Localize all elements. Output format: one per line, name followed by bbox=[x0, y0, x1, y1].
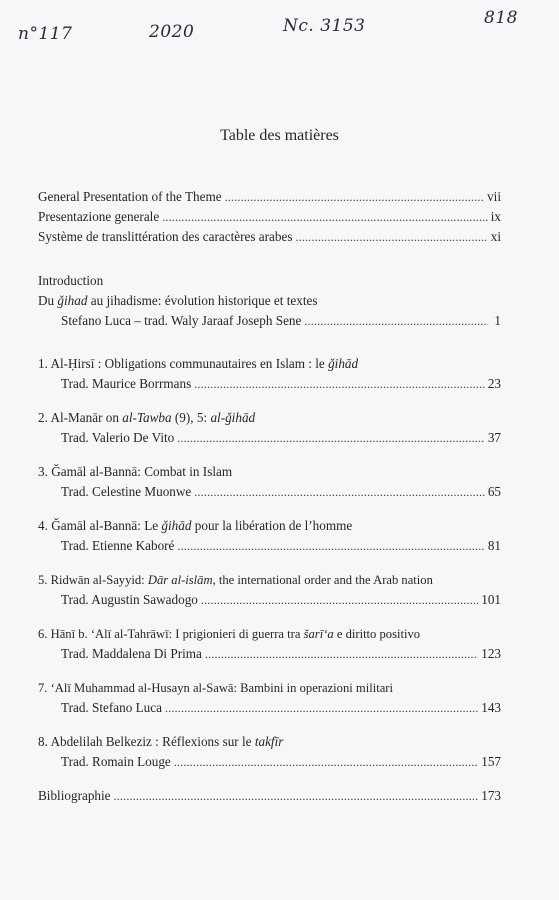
toc-entry-introduction bbox=[38, 311, 501, 331]
toc-entry-page: 23 bbox=[487, 376, 501, 391]
toc-entry-translator: Trad. Valerio De Vito bbox=[61, 430, 175, 445]
chapter-title: 1. Al-Ḥirsī : Obligations communautaires en Islam : le ǧihād bbox=[38, 356, 359, 371]
dot-leader bbox=[201, 590, 478, 610]
chapter-title: 7. ʻAlī Muhammad al-Husayn al-Sawā: Bambini in operazioni militari bbox=[38, 681, 393, 695]
chapter-title: 2. Al-Manār on al-Tawba (9), 5: al-ǧihād bbox=[38, 410, 256, 425]
toc-entry-translator: Trad. Celestine Muonwe bbox=[61, 484, 192, 499]
toc-entry-author: Stefano Luca – trad. Waly Jaraaf Joseph Sene bbox=[61, 313, 302, 328]
handwritten-year: 2020 bbox=[149, 22, 195, 42]
dot-leader bbox=[304, 311, 488, 331]
toc-entry-presentation bbox=[38, 187, 501, 207]
toc-entry-chapter-8 bbox=[38, 752, 501, 772]
toc-entry-chapter-7 bbox=[38, 698, 501, 718]
dot-leader bbox=[205, 644, 478, 664]
dot-leader bbox=[114, 786, 479, 806]
dot-leader bbox=[194, 482, 485, 502]
chapter-title: 3. Ǧamāl al-Bannā: Combat in Islam bbox=[38, 464, 233, 479]
toc-entry-page: vii bbox=[487, 189, 501, 204]
toc-entry-chapter-4 bbox=[38, 536, 501, 556]
chapter-title: 6. Hānī b. ʻAlī al-Tahrāwī: I prigionieri di guerra tra šarīʻa e diritto positivo bbox=[38, 627, 421, 641]
chapter-title: 5. Ridwān al-Sayyid: Dār al-islām, the international order and the Arab nation bbox=[38, 573, 433, 587]
dot-leader bbox=[162, 207, 488, 227]
toc-entry-chapter-2 bbox=[38, 428, 501, 448]
handwritten-ref-number: n°117 bbox=[18, 24, 73, 44]
chapter-title: 8. Abdelilah Belkeziz : Réflexions sur le takfīr bbox=[38, 734, 284, 749]
handwritten-mark: 818 bbox=[484, 8, 518, 28]
toc-entry-page: 143 bbox=[481, 700, 501, 715]
chapter-title: 4. Ǧamāl al-Bannā: Le ǧihād pour la libération de l’homme bbox=[38, 518, 353, 533]
toc-entry-page: xi bbox=[490, 229, 501, 244]
toc-entry-page: 81 bbox=[487, 538, 501, 553]
toc-entry-bibliography bbox=[38, 786, 501, 806]
toc-entry-translator: Trad. Romain Louge bbox=[61, 754, 171, 769]
toc-entry-translator: Trad. Stefano Luca bbox=[61, 700, 162, 715]
introduction-title: Du ǧihad au jihadisme: évolution historique et textes bbox=[38, 293, 318, 308]
toc-entry-translator: Trad. Augustin Sawadogo bbox=[61, 592, 198, 607]
toc-entry-label: Bibliographie bbox=[38, 788, 111, 803]
dot-leader bbox=[225, 187, 484, 207]
toc-entry-chapter-6 bbox=[38, 644, 501, 664]
toc-entry-page: ix bbox=[490, 209, 501, 224]
introduction-heading: Introduction bbox=[38, 273, 104, 288]
toc-entry-page: 65 bbox=[487, 484, 501, 499]
dot-leader bbox=[177, 428, 485, 448]
toc-entry-transliteration bbox=[38, 227, 501, 247]
toc-entry-chapter-3 bbox=[38, 482, 501, 502]
table-of-contents bbox=[38, 187, 501, 806]
toc-entry-page: 157 bbox=[481, 754, 501, 769]
handwritten-call-number: Nc. 3153 bbox=[283, 16, 366, 36]
toc-entry-page: 123 bbox=[481, 646, 501, 661]
toc-entry-chapter-5 bbox=[38, 590, 501, 610]
toc-entry-label: Presentazione generale bbox=[38, 209, 160, 224]
toc-entry-chapter-1 bbox=[38, 374, 501, 394]
dot-leader bbox=[177, 536, 484, 556]
toc-entry-presentazione bbox=[38, 207, 501, 227]
toc-entry-label: General Presentation of the Theme bbox=[38, 189, 222, 204]
toc-entry-page: 1 bbox=[494, 313, 501, 328]
dot-leader bbox=[295, 227, 487, 247]
dot-leader bbox=[194, 374, 485, 394]
toc-entry-page: 101 bbox=[481, 592, 501, 607]
toc-entry-page: 37 bbox=[487, 430, 501, 445]
page-title: Table des matières bbox=[220, 127, 339, 144]
toc-entry-translator: Trad. Maddalena Di Prima bbox=[61, 646, 202, 661]
toc-entry-page: 173 bbox=[481, 788, 501, 803]
dot-leader bbox=[174, 752, 478, 772]
dot-leader bbox=[165, 698, 478, 718]
toc-entry-translator: Trad. Maurice Borrmans bbox=[61, 376, 192, 391]
toc-entry-label: Système de translittération des caractères arabes bbox=[38, 229, 293, 244]
toc-entry-translator: Trad. Etienne Kaboré bbox=[61, 538, 175, 553]
